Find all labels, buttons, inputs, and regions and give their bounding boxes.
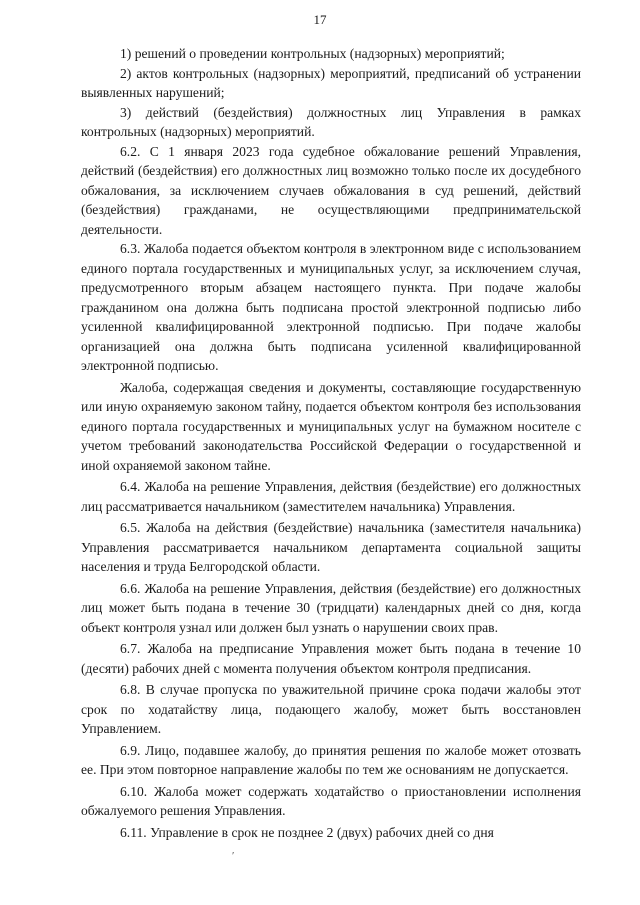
page-number: 17 (313, 12, 327, 27)
paragraph-2: 2) актов контрольных (надзорных) мероприятий, предписаний об устранении выявленных нарушений; (81, 65, 581, 100)
paragraph-6-8: 6.8. В случае пропуска по уважительной причине срока подачи жалобы этот срок по ходатайству лица, подающего жалобу, может быть восстановлен Управлением. (81, 682, 581, 736)
paragraph-6-6: 6.6. Жалоба на решение Управления, действия (бездействие) его должностных лиц может быть подана в течение 30 (тридцати) календарных дней со дня, когда объект контроля узнал или должен был узнать о нарушении своих прав. (81, 580, 581, 635)
paragraph-6-3-secret: Жалоба, содержащая сведения и документы, составляющие государственную или иную охраняемую законом тайну, подается объектом контроля без использования единого портала государственных и муниципальных услуг на бумажном носителе с учетом требований законодательства Российской Федерации о государственной и иной охраняемой законом тайне. (81, 379, 581, 473)
paragraph-6-5: 6.5. Жалоба на действия (бездействие) начальника (заместителя начальника) Управления рассматривается начальником департамента социальной защиты населения и труда Белгородской области. (81, 520, 581, 574)
document-body (81, 44, 581, 842)
scan-mark: ʹ (232, 850, 235, 862)
paragraph-6-7: 6.7. Жалоба на предписание Управления может быть подана в течение 10 (десяти) рабочих дней с момента получения объектом контроля предписания. (81, 641, 581, 676)
paragraph-6-9: 6.9. Лицо, подавшее жалобу, до принятия решения по жалобе может отозвать ее. При этом повторное направление жалобы по тем же основаниям не допускается. (81, 742, 581, 777)
paragraph-6-10: 6.10. Жалоба может содержать ходатайство о приостановлении исполнения обжалуемого решения Управления. (81, 783, 581, 818)
paragraph-1: 1) решений о проведении контрольных (надзорных) мероприятий; (120, 46, 505, 61)
paragraph-6-3: 6.3. Жалоба подается объектом контроля в электронном виде с использованием единого портала государственных и муниципальных услуг, за исключением случая, предусмотренного вторым абзацем настоящего пункта. При подаче жалобы гражданином она должна быть подписана простой электронной подписью либо усиленной квалифицированной электронной подписью. При подаче жалобы организацией она должна быть подписана усиленной квалифицированной электронной подписью. (81, 241, 581, 373)
paragraph-3: 3) действий (бездействия) должностных лиц Управления в рамках контрольных (надзорных) мероприятий. (81, 104, 581, 139)
paragraph-6-2: 6.2. С 1 января 2023 года судебное обжалование решений Управления, действий (бездействия) его должностных лиц возможно только после их досудебного обжалования, за исключением случаев обжалования в суд решений, действий (бездействия) гражданами, не осуществляющими предпринимательской деятельности. (81, 143, 581, 237)
paragraph-6-11: 6.11. Управление в срок не позднее 2 (двух) рабочих дней со дня (120, 824, 494, 840)
paragraph-6-4: 6.4. Жалоба на решение Управления, действия (бездействие) его должностных лиц рассматривается начальником (заместителем начальника) Управления. (81, 479, 581, 514)
